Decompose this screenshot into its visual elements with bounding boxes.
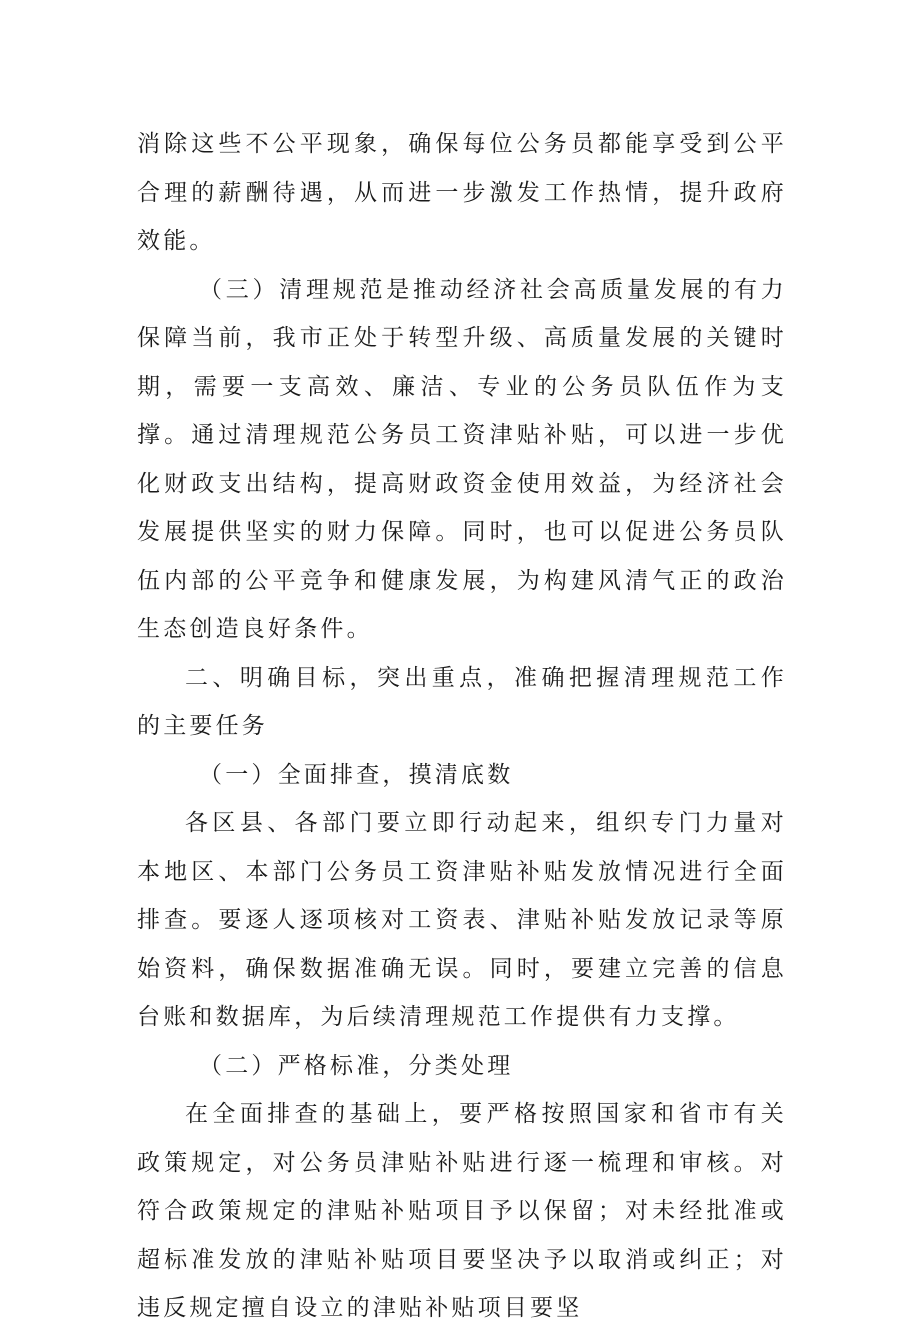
paragraph-section-three: （三）清理规范是推动经济社会高质量发展的有力保障当前，我市正处于转型升级、高质量发展的关键时期，需要一支高效、廉洁、专业的公务员队伍作为支撑。通过清理规范公务员工资津贴补贴，可以进一步优化财政支出结构，提高财政资金使用效益，为经济社会发展提供坚实的财力保障。同时，也可以促进公务员队伍内部的公平竞争和健康发展，为构建风清气正的政治生态创造良好条件。 — [137, 276, 787, 642]
paragraph-continuation: 消除这些不公平现象，确保每位公务员都能享受到公平合理的薪酬待遇，从而进一步激发工作热情，提升政府效能。 — [137, 131, 787, 254]
paragraph-investigation: 各区县、各部门要立即行动起来，组织专门力量对本地区、本部门公务员工资津贴补贴发放情况进行全面排查。要逐人逐项核对工资表、津贴补贴发放记录等原始资料，确保数据准确无误。同时，要建立完善的信息台账和数据库，为后续清理规范工作提供有力支撑。 — [137, 810, 787, 1030]
paragraph-standards: 在全面排查的基础上，要严格按照国家和省市有关政策规定，对公务员津贴补贴进行逐一梳理和审核。对符合政策规定的津贴补贴项目予以保留；对未经批准或超标准发放的津贴补贴项目要坚决予以取消或纠正；对违反规定擅自设立的津贴补贴项目要坚 — [137, 1101, 787, 1321]
subheading-one: （一）全面排查，摸清底数 — [199, 761, 514, 788]
subheading-two: （二）严格标准，分类处理 — [199, 1052, 514, 1079]
document-body — [137, 120, 787, 1333]
heading-part-two: 二、明确目标，突出重点，准确把握清理规范工作的主要任务 — [137, 664, 787, 739]
